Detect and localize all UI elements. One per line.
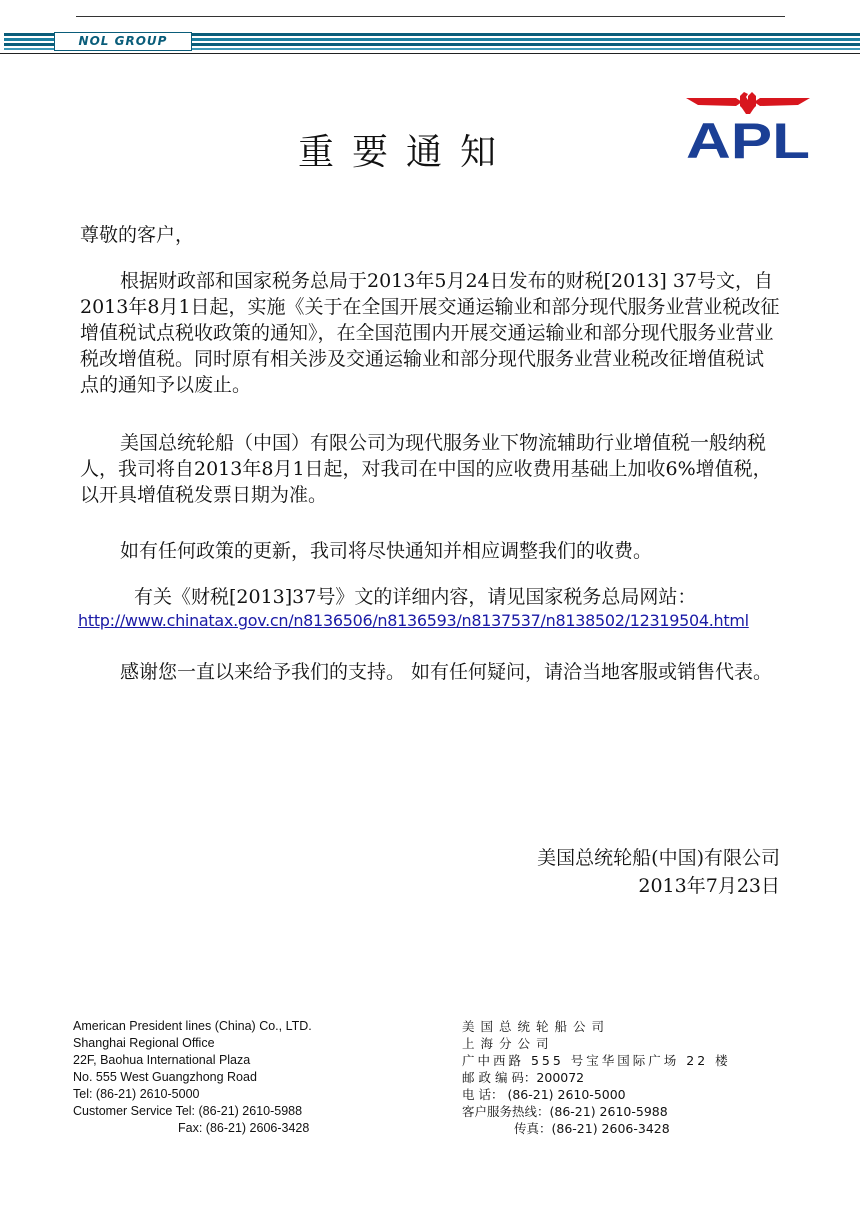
footer-address-en [73, 1018, 312, 1137]
page-title: 重要通知 [298, 132, 515, 173]
footer-en-address-1: 22F, Baohua International Plaza [73, 1053, 251, 1067]
apl-logo [684, 92, 812, 162]
footer-en-office: Shanghai Regional Office [73, 1036, 215, 1050]
paragraph-3: 如有任何政策的更新，我司将尽快通知并相应调整我们的收费。 [120, 540, 653, 562]
top-rule [76, 16, 785, 17]
footer-cn-address: 广中西路 555 号宝华国际广场 22 楼 [462, 1053, 731, 1068]
apl-logo-text: APL [686, 113, 810, 162]
eagle-icon [686, 92, 810, 114]
paragraph-2: 美国总统轮船（中国）有限公司为现代服务业下物流辅助行业增值税一般纳税人，我司将自2013年8月1日起，对我司在中国的应收费用基础上加收6%增值税，以开具增值税发票日期为准。 [80, 432, 772, 506]
header-band [4, 33, 860, 51]
footer-address-cn [462, 1018, 731, 1137]
signature-date: 2013年7月23日 [638, 875, 780, 897]
footer-en-fax: Fax: (86-21) 2606-3428 [178, 1121, 310, 1135]
footer-cn-postcode: 邮 政 编 码：200072 [462, 1070, 585, 1085]
signature-company: 美国总统轮船(中国)有限公司 [537, 847, 780, 869]
footer-en-company: American President lines (China) Co., LTD. [73, 1019, 312, 1033]
footer-en-cs-tel: Customer Service Tel: (86-21) 2610-5988 [73, 1104, 303, 1118]
paragraph-1: 根据财政部和国家税务总局于2013年5月24日发布的财税[2013] 37号文，自2013年8月1日起，实施《关于在全国开展交通运输业和部分现代服务业营业税改征增值税试点税收政策的通知》，在全国范围内开展交通运输业和部分现代服务业营业税改增值税。同时原有相关涉及交通运输业和部分现代服务业营业税改征增值税试点的通知予以废止。 [80, 270, 780, 396]
footer-en-address-2: No. 555 West Guangzhong Road [73, 1070, 257, 1084]
footer-cn-fax: 传真：(86-21) 2606-3428 [514, 1121, 670, 1136]
footer-en-tel: Tel: (86-21) 2610-5000 [73, 1087, 200, 1101]
header-underline [0, 53, 860, 54]
reference-text: 有关《财税[2013]37号》文的详细内容，请见国家税务总局网站： [134, 586, 697, 608]
footer-cn-office: 上海分公司 [462, 1036, 555, 1051]
footer-cn-cs-tel: 客户服务热线：(86-21) 2610-5988 [462, 1104, 668, 1119]
tax-bureau-link[interactable]: http://www.chinatax.gov.cn/n8136506/n8136593/n8137537/n8138502/12319504.html [78, 611, 749, 630]
nol-group-logo: NOL GROUP [54, 32, 192, 51]
footer-cn-company: 美国总统轮船公司 [462, 1019, 611, 1034]
footer-cn-tel: 电 话： (86-21) 2610-5000 [462, 1087, 626, 1102]
salutation: 尊敬的客户， [80, 224, 195, 246]
closing-paragraph: 感谢您一直以来给予我们的支持。 如有任何疑问，请洽当地客服或销售代表。 [120, 661, 773, 683]
